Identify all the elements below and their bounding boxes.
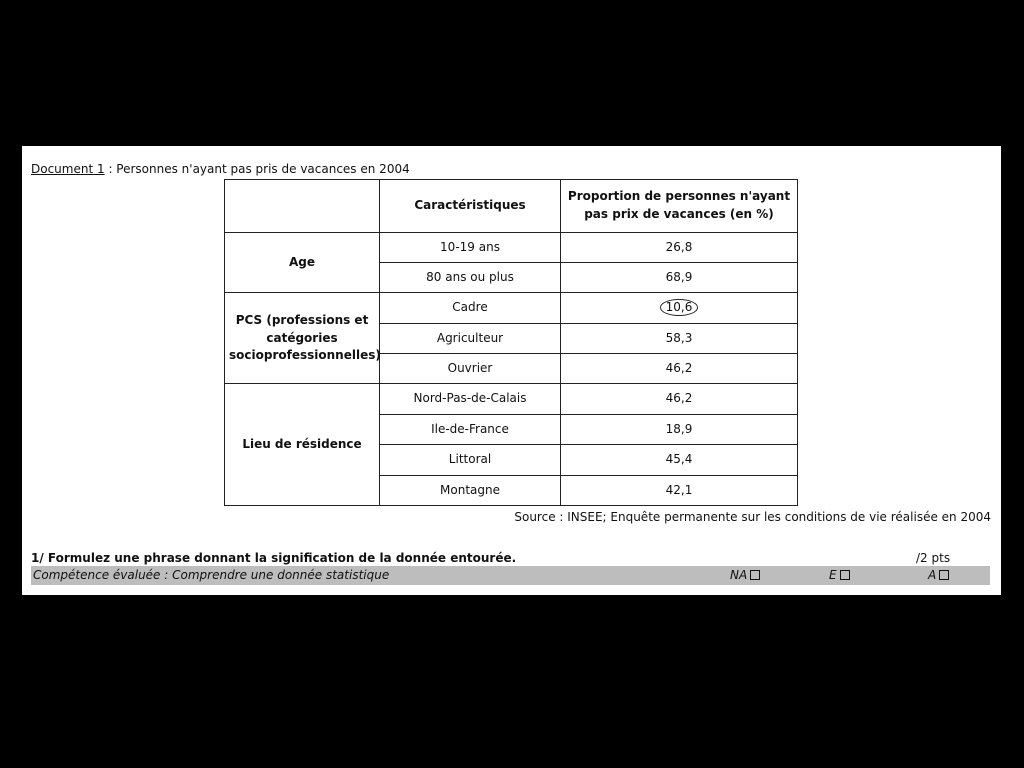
table-row [225, 384, 798, 414]
competence-bar [31, 566, 990, 585]
checkbox-icon[interactable] [750, 570, 760, 580]
mark-na-label: NA [730, 568, 748, 582]
table-row [225, 232, 798, 262]
checkbox-icon[interactable] [840, 570, 850, 580]
document-page [22, 146, 1001, 595]
row-value: 26,8 [561, 232, 798, 262]
source-note: Source : INSEE; Enquête permanente sur les conditions de vie réalisée en 2004 [514, 510, 991, 524]
row-value: 58,3 [561, 323, 798, 353]
row-label: Nord-Pas-de-Calais [380, 384, 561, 414]
vacation-table [224, 179, 798, 506]
group-pcs: PCS (professions et catégories socioprofessionnelles) [225, 293, 380, 384]
row-label: Agriculteur [380, 323, 561, 353]
header-characteristics: Caractéristiques [380, 180, 561, 233]
mark-na [730, 568, 760, 582]
row-value-circled [561, 293, 798, 323]
row-value: 46,2 [561, 384, 798, 414]
competence-label: Compétence évaluée : Comprendre une donnée statistique [33, 568, 390, 582]
row-value: 42,1 [561, 475, 798, 505]
table-header-row [225, 180, 798, 233]
row-value: 45,4 [561, 445, 798, 475]
mark-e [829, 568, 850, 582]
header-proportion: Proportion de personnes n'ayant pas prix de vacances (en %) [561, 180, 798, 233]
document-title [31, 162, 410, 176]
row-value: 18,9 [561, 414, 798, 444]
corner-cell [225, 180, 380, 233]
mark-a [928, 568, 949, 582]
circled-value: 10,6 [660, 299, 699, 316]
row-label: Ile-de-France [380, 414, 561, 444]
group-residence: Lieu de résidence [225, 384, 380, 506]
document-label: Document 1 [31, 162, 105, 176]
document-title-text: : Personnes n'ayant pas pris de vacances en 2004 [104, 162, 410, 176]
table-row [225, 293, 798, 323]
row-value: 68,9 [561, 263, 798, 293]
group-age: Age [225, 232, 380, 293]
row-label: Littoral [380, 445, 561, 475]
row-value: 46,2 [561, 354, 798, 384]
row-label: Ouvrier [380, 354, 561, 384]
row-label: 80 ans ou plus [380, 263, 561, 293]
row-label: Montagne [380, 475, 561, 505]
question-text: 1/ Formulez une phrase donnant la signification de la donnée entourée. [31, 551, 517, 565]
mark-e-label: E [829, 568, 837, 582]
row-label: Cadre [380, 293, 561, 323]
row-label: 10-19 ans [380, 232, 561, 262]
checkbox-icon[interactable] [939, 570, 949, 580]
mark-a-label: A [928, 568, 937, 582]
question-points: /2 pts [916, 551, 951, 565]
